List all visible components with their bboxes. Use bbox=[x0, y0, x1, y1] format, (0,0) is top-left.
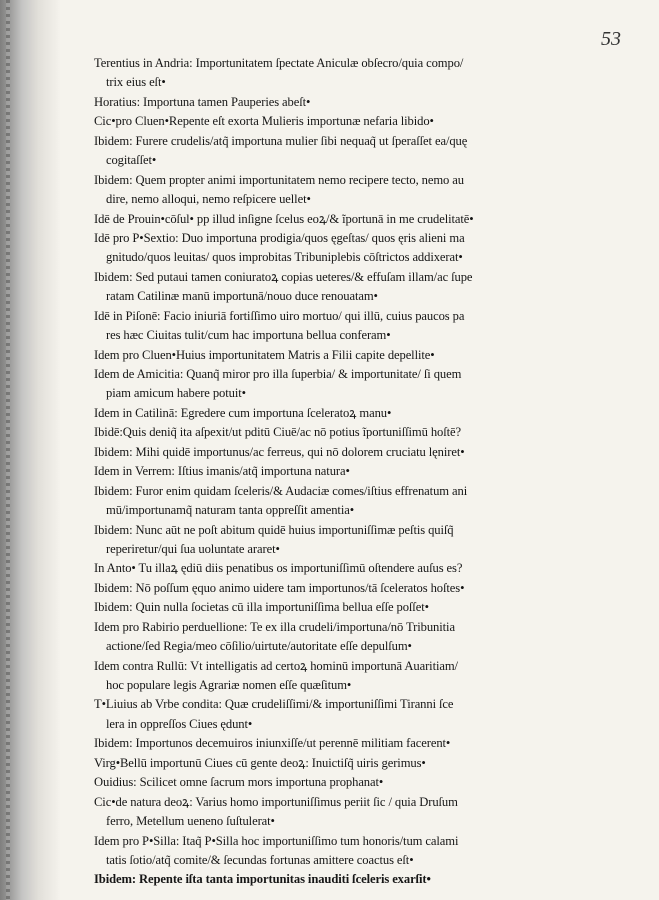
text-line: Idē pro P•Sextio: Duo importuna prodigia/quos ęgeſtas/ quos ęris alieni ma bbox=[94, 230, 465, 245]
text-line: Ibidem: Importunos decemuiros iniunxiſſe/ut perennē militiam facerent• bbox=[94, 736, 451, 751]
text-line: Ibidem: Nō poſſum ęquo animo uidere tam importunos/tā ſceleratos hoſtes• bbox=[94, 580, 465, 595]
text-block bbox=[94, 54, 574, 890]
text-line: Ibidem: Quin nulla ſocietas cū illa importuniſſima bellua eſſe poſſet• bbox=[94, 600, 429, 615]
text-line: reperiretur/qui ſua uoluntate araret• bbox=[106, 541, 280, 556]
text-line: Ibidem: Sed putaui tamen coniuratoꝝ copias ueteres/& effuſam illam/ac ſupe bbox=[94, 269, 473, 284]
text-line: Idem pro Cluen•Huius importunitatem Matris a Filii capite depellite• bbox=[94, 347, 435, 362]
text-line: Ibidem: Furere crudelis/atq̃ importuna mulier ſibi nequaq̃ ut ſperaſſet ea/quę bbox=[94, 133, 468, 148]
text-line: Ibidem: Nunc aūt ne poſt abitum quidē huius importuniſſimæ peſtis quiſq̃ bbox=[94, 522, 454, 537]
text-line: Idem contra Rullū: Vt intelligatis ad certoꝝ hominū importunā Auaritiam/ bbox=[94, 658, 458, 673]
text-line: hoc populare legis Agrariæ nomen eſſe quæſitum• bbox=[106, 678, 352, 692]
folio-number: 53 bbox=[601, 28, 621, 50]
text-line: mū/importunamq̃ naturam tanta oppreſſit amentia• bbox=[106, 503, 355, 518]
text-line: Ibidē:Quis deniq̃ ita aſpexit/ut pditū Ciuē/ac nō potius ĩportuniſſimū hoſtē? bbox=[94, 425, 462, 440]
text-line: Idē de Prouin•cōſul• pp illud inſigne ſcelus eoꝝ/& ĩportunā in me crudelitatē• bbox=[94, 211, 474, 226]
text-line: actione/ſed Regia/meo cōſilio/uirtute/autoritate eſſe depulſum• bbox=[106, 639, 412, 654]
text-line: dire, nemo alloqui, nemo reſpicere uellet• bbox=[106, 192, 311, 207]
page-binding-shadow bbox=[0, 0, 60, 900]
text-line: tatis ſotio/atq̃ comite/& ſecundas fortunas amittere coactus eſt• bbox=[106, 852, 414, 867]
text-line: Ibidem: Furor enim quidam ſceleris/& Audaciæ comes/iſtius effrenatum ani bbox=[94, 483, 468, 498]
text-line: lera in oppreſſos Ciues ędunt• bbox=[106, 716, 253, 731]
text-line: gnitudo/quos leuitas/ quos improbitas Tribuniplebis cōſtrictos addixerat• bbox=[106, 250, 463, 265]
text-line: Ibidem: Repente iſta tanta importunitas inauditi ſceleris exarſit• bbox=[94, 872, 431, 887]
text-line: Idem pro Rabirio perduellione: Te ex illa crudeli/importuna/nō Tribunitia bbox=[94, 619, 455, 634]
text-line: Ibidem: Mihi quidē importunus/ac ferreus, qui nō dolorem cruciatu lęniret• bbox=[94, 444, 465, 459]
text-line: cogitaſſet• bbox=[106, 153, 157, 168]
text-line: Terentius in Andria: Importunitatem ſpectate Aniculæ obſecro/quia compo/ bbox=[94, 56, 464, 70]
text-line: Idē in Piſonē: Facio iniuriā fortiſſimo uiro mortuo/ qui illū, cuius paucos pa bbox=[94, 308, 465, 323]
text-line: piam amicum habere potuit• bbox=[106, 386, 246, 401]
text-line: Idem in Catilinā: Egredere cum importuna ſceleratoꝝ manu• bbox=[94, 405, 392, 420]
text-line: ferro, Metellum ueneno ſuſtulerat• bbox=[106, 814, 275, 829]
text-line: Virg•Bellū importunū Ciues cū gente deoꝝ: Inuictiſq̃ uiris gerimus• bbox=[94, 755, 426, 770]
text-line: T•Liuius ab Vrbe condita: Quæ crudeliſſimi/& importuniſſimi Tiranni ſce bbox=[94, 697, 454, 712]
text-line: Horatius: Importuna tamen Pauperies abeſt• bbox=[94, 94, 311, 109]
text-line: Idem in Verrem: Iſtius imanis/atq̃ importuna natura• bbox=[94, 464, 350, 479]
text-line: Cic•pro Cluen•Repente eſt exorta Mulieris importunæ nefaria libido• bbox=[94, 114, 434, 129]
text-line: Cic•de natura deoꝝ: Varius homo importuniſſimus periit ſic / quia Druſum bbox=[94, 794, 458, 809]
text-line: trix eius eſt• bbox=[106, 75, 166, 90]
text-line: ratam Catilinæ manū importunā/nouo duce renouatam• bbox=[106, 289, 378, 304]
text-line: In Anto• Tu illaꝝ ędiū diis penatibus os importuniſſimū oſtendere auſus es? bbox=[94, 561, 463, 576]
text-line: Idem pro P•Silla: Itaq̃ P•Silla hoc importuniſſimo tum honoris/tum calami bbox=[94, 833, 459, 848]
text-line: Ouidius: Scilicet omne ſacrum mors importuna prophanat• bbox=[94, 775, 384, 790]
text-line: Idem de Amicitia: Quanq̃ miror pro illa ſuperbia/ & importunitate/ ſi quem bbox=[94, 367, 462, 381]
text-line: Ibidem: Quem propter animi importunitatem nemo recipere tecto, nemo au bbox=[94, 172, 464, 187]
text-line: res hæc Ciuitas tulit/cum hac importuna bellua conferam• bbox=[106, 328, 391, 343]
